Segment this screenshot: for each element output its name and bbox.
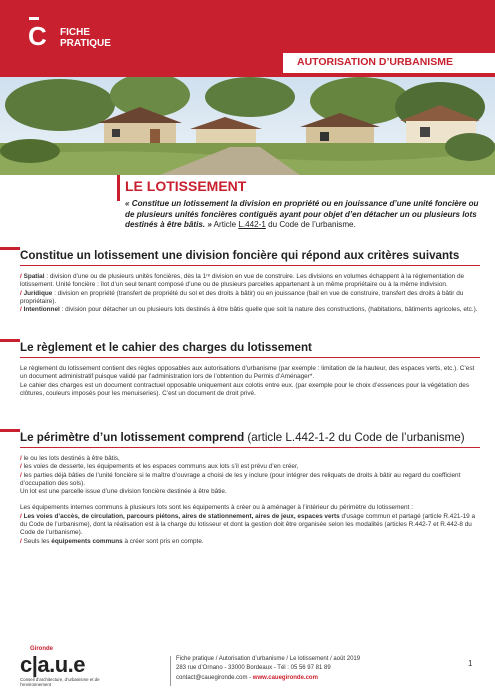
tagline-text: AUTORISATION D’URBANISME bbox=[297, 56, 453, 68]
section-perimetre bbox=[20, 431, 480, 546]
slash-icon: / bbox=[20, 306, 24, 314]
definition-quote bbox=[125, 199, 485, 231]
equipements-bullet2: / Seuls les équipements communs à créer sont pris en compte. bbox=[20, 537, 204, 545]
perimetre-item: / les voies de desserte, les équipements et les espaces communs aux lots s’il est prévu d’en créer, bbox=[20, 463, 299, 471]
equipements-bullet1: / Les voies d’accès, de circulation, parcours piétons, aires de stationnement, aires de jeux, espaces verts d’usage commun et partagé (article R.421-19 a du Code de l’urbanisme), dont la réalisation est à la charge du lotisseur et dont la gestion doit être organisée selon les modalités (articles R.442-7 et R.442-8 du Code de l’urbanisme). bbox=[20, 512, 476, 537]
quote-tail: du Code de l’urbanisme. bbox=[265, 220, 356, 229]
criteria-intentionnel bbox=[20, 306, 480, 314]
article-link[interactable]: L.442-1 bbox=[238, 220, 266, 229]
criteria-label: Spatial bbox=[23, 273, 45, 280]
website-link[interactable]: www.cauegironde.com bbox=[252, 674, 318, 681]
caue-wordmark: c|a.u.e bbox=[20, 652, 86, 677]
section1-title: Constitue un lotissement une division foncière qui répond aux critères suivants bbox=[20, 249, 460, 262]
fiche-line1: FICHE bbox=[60, 27, 90, 38]
caue-gironde-logo bbox=[20, 646, 130, 694]
header-tagline bbox=[283, 53, 495, 73]
section2-marker bbox=[0, 339, 20, 342]
section2-title: Le règlement et le cahier des charges du lotissement bbox=[20, 341, 312, 354]
quote-bold: « Constitue un lotissement la division en propriété ou en jouissance d’une unité foncière ou de plusieurs unités foncières contiguës ayant pour objet d’en détacher un ou plusieurs lots destinés à être bâtis. » bbox=[125, 199, 479, 229]
criteria-label: Juridique bbox=[23, 289, 53, 297]
criteria-text: : division pour détacher un ou plusieurs lots destinés à être bâtis quelle que soit la nature des constructions, (habitations, bâtiments agricoles, etc.). bbox=[59, 306, 478, 314]
perimetre-list bbox=[20, 455, 480, 546]
criteria-label: Intentionnel bbox=[23, 306, 60, 314]
quote-after: Article bbox=[211, 220, 239, 229]
criteria-text: : division d’une ou de plusieurs unités foncières, dès la 1ʳᵉ division en vue de construire. Les divisions en volumes échappent à la réglementation de lotissement. Unité foncière : îlot d’un seul tenant composé d’une ou de plusieurs parcelles appartenant à un même propriétaire ou à la même indivision. bbox=[20, 273, 465, 289]
lot-note: Un lot est une parcelle issue d’une division foncière destinée à être bâtie. bbox=[20, 488, 227, 496]
section3-title-main: Le périmètre d’un lotissement comprend bbox=[20, 431, 245, 444]
section3-title-suffix: (article L.442-1-2 du Code de l’urbanisme) bbox=[244, 431, 465, 444]
slash-icon: / bbox=[20, 289, 24, 297]
section-reglement bbox=[20, 341, 480, 398]
footer-line1: Fiche pratique / Autorisation d’urbanisme / Le lotissement / août 2019 bbox=[176, 656, 361, 662]
page-number: 1 bbox=[468, 659, 473, 668]
section2-rule bbox=[20, 357, 480, 358]
fiche-line2: PRATIQUE bbox=[60, 38, 111, 49]
housing-photo bbox=[0, 77, 495, 175]
footer-line2: 283 rue d’Ornano - 33000 Bordeaux - Tél : 05 56 97 81 89 bbox=[176, 665, 331, 672]
reglement-paragraph: Le règlement du lotissement contient des règles opposables aux autorisations d’urbanisme (par exemple : limitation de la hauteur, des espaces verts, etc.). C’est un document administratif puisque validé par l’administration lors de l’obtention du Permis d’Aménager*. bbox=[20, 365, 475, 381]
footer-divider bbox=[170, 656, 171, 686]
title-accent-bar bbox=[117, 175, 120, 201]
criteria-spatial bbox=[20, 273, 480, 290]
gironde-label: Gironde bbox=[30, 646, 54, 652]
footer-line3 bbox=[176, 674, 360, 683]
title-box bbox=[117, 175, 495, 243]
caue-subtitle: Conseil d’architecture, d’urbanisme et de l’environnement bbox=[20, 677, 100, 687]
perimetre-item: / les parties déjà bâties de l’unité foncière si le maître d’ouvrage a choisi de les y inclure (pour intégrer des reliquats de droits à bâtir au regard du coefficient d’occupation des sols). bbox=[20, 471, 461, 487]
page-title: LE LOTISSEMENT bbox=[125, 178, 247, 194]
housing-illustration bbox=[0, 77, 495, 175]
criteria-list bbox=[20, 273, 480, 314]
caue-c-logo-icon: C bbox=[28, 22, 48, 50]
criteria-juridique bbox=[20, 290, 480, 307]
slash-icon: / bbox=[20, 273, 24, 280]
page-header bbox=[0, 0, 495, 84]
fiche-pratique-label bbox=[60, 27, 111, 49]
section-criteria bbox=[20, 249, 480, 314]
equipements-paragraph: Les équipements internes communs à plusieurs lots sont les équipements à créer ou à aménager à l’intérieur du périmètre du lotissement : bbox=[20, 504, 413, 512]
section3-title bbox=[20, 431, 480, 444]
contact-email[interactable]: contact@cauegironde.com - bbox=[176, 674, 253, 681]
section1-marker bbox=[0, 247, 20, 250]
section1-rule bbox=[20, 265, 480, 266]
section3-marker bbox=[0, 429, 20, 432]
section3-rule bbox=[20, 447, 480, 448]
criteria-text: : division en propriété (transfert de propriété du sol et des droits à bâtir) ou en jouissance (bail en vue de construire, transfert des droits à bâtir du propriétaire). bbox=[20, 289, 464, 305]
footer-info bbox=[176, 655, 360, 683]
cahier-paragraph: Le cahier des charges est un document contractuel opposable uniquement aux colotis entre eux. (par exemple pour le choix d’essences pour la végétation des clôtures, couleurs imposés pour les menuiseries). C’est un document de droit privé. bbox=[20, 381, 470, 397]
perimetre-item: / le ou les lots destinés à être bâtis, bbox=[20, 455, 120, 462]
